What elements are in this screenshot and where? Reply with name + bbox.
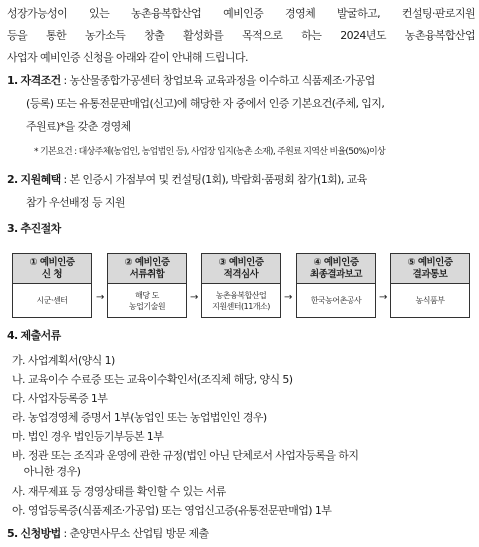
section-1-heading: [7, 73, 375, 89]
document-item-da: 다. 사업자등록증 1부: [12, 392, 108, 405]
process-step-2: [107, 253, 187, 318]
section-1-title: 자격조건: [20, 74, 61, 87]
section-1-line-2: (등록) 또는 유통전문판매업(신고)에 해당한 자 중에서 인증 기본요건(주체, 입지,: [26, 97, 385, 110]
process-step-1-body: 시군·센터: [36, 296, 68, 305]
section-5-title: 신청방법: [20, 527, 61, 540]
process-step-4-title: ④ 예비인증 최종결과보고: [297, 254, 375, 284]
section-4-title: 제출서류: [20, 329, 61, 342]
process-arrow-3: →: [284, 292, 293, 303]
section-4-number: 4.: [7, 329, 18, 342]
process-step-3-title: ③ 예비인증 적격심사: [202, 254, 280, 284]
process-step-2-body: 해당 도 농업기술원: [128, 290, 166, 311]
section-1-number: 1.: [7, 74, 18, 87]
process-step-3: [201, 253, 281, 318]
process-arrow-2: →: [190, 292, 199, 303]
section-2-number: 2.: [7, 173, 18, 186]
section-4-heading: [7, 328, 61, 344]
process-step-5: [390, 253, 470, 318]
section-5-text: : 춘양면사무소 산업팀 방문 제출: [60, 527, 209, 540]
document-item-na: 나. 교육이수 수료증 또는 교육이수확인서(조직체 해당, 양식 5): [12, 373, 293, 386]
section-1-line-3: 주원료)*을 갖춘 경영체: [26, 120, 131, 133]
document-item-ga: 가. 사업계획서(양식 1): [12, 354, 115, 367]
intro-line-3: 사업자 예비인증 신청을 아래와 같이 안내해 드립니다.: [7, 51, 248, 64]
section-5-number: 5.: [7, 527, 18, 540]
section-5-heading: [7, 526, 209, 542]
process-arrow-1: →: [96, 292, 105, 303]
process-step-4: [296, 253, 376, 318]
section-1-line-1: : 농산물종합가공센터 창업보육 교육과정을 이수하고 식품제조·가공업: [60, 74, 375, 87]
document-item-ra: 라. 농업경영체 증명서 1부(농업인 또는 농업법인인 경우): [12, 411, 267, 424]
process-step-5-body: 농식품부: [415, 296, 445, 305]
process-step-2-title: ② 예비인증 서류취합: [108, 254, 186, 284]
document-item-ba-cont: 아니한 경우): [12, 465, 81, 478]
section-2-line-2: 참가 우선배정 등 지원: [26, 196, 125, 209]
intro-line-1: 성장가능성이 있는 농촌융복합산업 예비인증 경영체 발굴하고, 컨설팅·판로지원: [7, 7, 475, 20]
section-2-line-1: : 본 인증시 가점부여 및 컨설팅(1회), 박람회·품평회 참가(1회), 교육: [60, 173, 367, 186]
process-step-3-body: 농촌융복합산업 지원센터(11개소): [212, 290, 270, 311]
document-item-a: 아. 영업등록증(식품제조·가공업) 또는 영업신고증(유통전문판매업) 1부: [12, 504, 332, 517]
document-item-ma: 마. 법인 경우 법인등기부등본 1부: [12, 430, 164, 443]
process-arrow-4: →: [379, 292, 388, 303]
section-3-heading: [7, 221, 61, 237]
section-3-title: 추진절차: [20, 222, 61, 235]
section-2-heading: [7, 172, 367, 188]
process-step-5-title: ⑤ 예비인증 결과통보: [391, 254, 469, 284]
intro-line-2: 등을 통한 농가소득 창출 활성화를 목적으로 하는 2024년도 농촌융복합산업: [7, 29, 475, 42]
process-step-4-body: 한국농어촌공사: [310, 296, 362, 305]
section-2-title: 지원혜택: [20, 173, 61, 186]
process-step-1: [12, 253, 92, 318]
document-item-sa: 사. 재무제표 등 경영상태를 확인할 수 있는 서류: [12, 485, 226, 498]
document-item-ba: 바. 정관 또는 조직과 운영에 관한 규정(법인 아닌 단체로서 사업자등록을 하지: [12, 449, 359, 462]
section-3-number: 3.: [7, 222, 18, 235]
process-step-1-title: ① 예비인증 신 청: [13, 254, 91, 284]
section-1-note: * 기본요건 : 대상주체(농업인, 농업법인 등), 사업장 입지(농촌 소재), 주원료 지역산 비율(50%)이상: [34, 147, 385, 157]
